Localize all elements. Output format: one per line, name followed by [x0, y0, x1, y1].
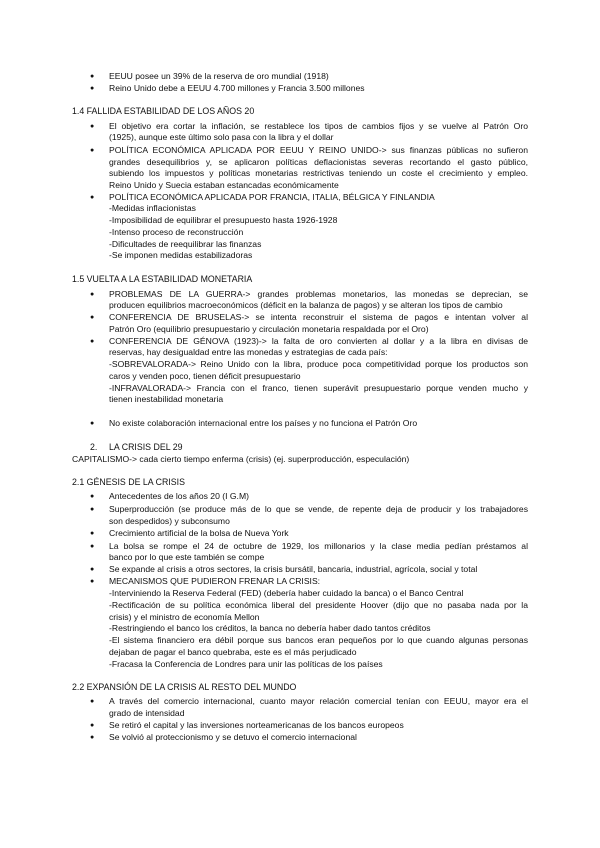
list-item: EEUU posee un 39% de la reserva de oro mundial (1918)	[109, 71, 329, 81]
bullet: ●	[90, 506, 95, 513]
bullet: ●	[90, 420, 95, 427]
bullet: ●	[90, 314, 95, 321]
bullet: ●	[90, 698, 95, 705]
bullet: ●	[90, 291, 95, 298]
list-item: Se expande al crisis a otros sectores, la crisis bursátil, bancaria, industrial, agrícola, social y total	[109, 564, 478, 574]
list-item-cont: subiendo los impuestos y políticas monetarias restrictivas teniendo un coste el crecimiento y empleo.	[109, 168, 528, 178]
bullet: ●	[90, 85, 95, 92]
list-item: A través del comercio internacional, cuanto mayor relación comercial tenían con EEUU, mayor era el	[109, 696, 528, 706]
list-item-cont: -Dificultades de reequilibrar las finanzas	[109, 239, 262, 249]
list-item: CONFERENCIA DE GÉNOVA (1923)-> la falta de oro convierten al dollar y a la libra en divisas de	[109, 336, 528, 346]
list-item-cont: producen equilibrios macroeconómicos (déficit en la balanza de pagos) y se alteran los tipos de cambio	[109, 300, 503, 310]
list-item-cont: -Rectificación de su política económica liberal del presidente Hoover (dijo que no pasaba nada por la	[109, 600, 528, 610]
section-number-2: 2.	[90, 442, 98, 452]
section-heading-2-1: 2.1 GÉNESIS DE LA CRISIS	[72, 477, 185, 487]
list-item-cont: -Restringiendo el banco los créditos, la banca no debería haber dado tantos créditos	[109, 623, 431, 633]
bullet: ●	[90, 530, 95, 537]
section-heading-2-2: 2.2 EXPANSIÓN DE LA CRISIS AL RESTO DEL MUNDO	[72, 682, 297, 692]
list-item-cont: banco por lo que este también se compe	[109, 552, 265, 562]
list-item: Se retiró el capital y las inversiones norteamericanas de los bancos europeos	[109, 720, 404, 730]
list-item-cont: -Intenso proceso de reconstrucción	[109, 227, 244, 237]
list-item-cont: son despedidos) y subconsumo	[109, 516, 230, 526]
list-item-cont: Patrón Oro (equilibrio presupuestario y circulación monetaria respaldada por el Oro)	[109, 324, 429, 334]
list-item-cont: caros y venden poco, tienen déficit presupuestario	[109, 371, 301, 381]
list-item: Crecimiento artificial de la bolsa de Nueva York	[109, 528, 289, 538]
list-item: PROBLEMAS DE LA GUERRA-> grandes problemas monetarios, las monedas se deprecian, se	[109, 289, 528, 299]
list-item-cont: -SOBREVALORADA-> Reino Unido con la libra, produce poca competitividad porque los productos son	[109, 359, 528, 369]
list-item: Superproducción (se produce más de lo que se vende, de repente deja de producir y los trabajadores	[109, 504, 528, 514]
list-item-cont: -Imposibilidad de equilibrar el presupuesto hasta 1926-1928	[109, 215, 338, 225]
bullet: ●	[90, 722, 95, 729]
list-item: POLÍTICA ECONÓMICA APLICADA POR EEUU Y REINO UNIDO-> sus finanzas públicas no sufieron	[109, 145, 528, 155]
bullet: ●	[90, 578, 95, 585]
list-item-cont: -El sistema financiero era débil porque sus bancos eran pequeños por lo que cuando algunas personas	[109, 635, 528, 645]
list-item: No existe colaboración internacional entre los países y no funciona el Patrón Oro	[109, 418, 418, 428]
bullet: ●	[90, 73, 95, 80]
list-item: Se volvió al proteccionismo y se detuvo el comercio internacional	[109, 732, 357, 742]
bullet: ●	[90, 147, 95, 154]
list-item-cont: tienen inestabilidad monetaria	[109, 394, 224, 404]
paragraph: CAPITALISMO-> cada cierto tiempo enferma (crisis) (ej. superproducción, especulación)	[72, 454, 410, 464]
list-item-cont: grado de intensidad	[109, 708, 185, 718]
list-item: La bolsa se rompe el 24 de octubre de 1929, los millonarios y la clase media pedían préstamos al	[109, 541, 528, 551]
list-item-cont: crisis) y el ministro de economía Mellon	[109, 612, 260, 622]
list-item: Antecedentes de los años 20 (I G.M)	[109, 491, 249, 501]
bullet: ●	[90, 734, 95, 741]
list-item-cont: dejaban de pagar el banco quebraba, este es el más perjudicado	[109, 647, 357, 657]
list-item-cont: -Medidas inflacionistas	[109, 203, 196, 213]
section-heading-1-5: 1.5 VUELTA A LA ESTABILIDAD MONETARIA	[72, 274, 253, 284]
list-item-cont: -Se imponen medidas estabilizadoras	[109, 250, 253, 260]
bullet: ●	[90, 566, 95, 573]
list-item: CONFERENCIA DE BRUSELAS-> se intenta reconstruir el sistema de pagos e intentan volver al	[109, 312, 528, 322]
list-item: MECANISMOS QUE PUDIERON FRENAR LA CRISIS:	[109, 576, 321, 586]
list-item-cont: -Interviniendo la Reserva Federal (FED) (debería haber cuidado la banca) o el Banco Central	[109, 588, 464, 598]
section-heading-1-4: 1.4 FALLIDA ESTABILIDAD DE LOS AÑOS 20	[72, 106, 255, 116]
list-item: POLÍTICA ECONÓMICA APLICADA POR FRANCIA, ITALIA, BÉLGICA Y FINLANDIA	[109, 192, 435, 202]
list-item-cont: (1925), aunque este último solo pasa con la libra y el dollar	[109, 132, 334, 142]
list-item-cont: -INFRAVALORADA-> Francia con el franco, tienen superávit presupuestario porque venden mucho y	[109, 383, 528, 393]
list-item-cont: reservas, hay desigualdad entre las monedas y estrategias de cada país:	[109, 347, 388, 357]
bullet: ●	[90, 543, 95, 550]
bullet: ●	[90, 493, 95, 500]
list-item-cont: grandes desequilibrios y, se aplicaron políticas deflacionistas severas recortando el gasto público,	[109, 157, 528, 167]
list-item-cont: Reino Unido y Suecia estaban estancadas económicamente	[109, 180, 339, 190]
bullet: ●	[90, 123, 95, 130]
bullet: ●	[90, 338, 95, 345]
list-item: El objetivo era cortar la inflación, se restablece los tipos de cambios fijos y se vuelve al Patrón Oro	[109, 121, 528, 131]
list-item-cont: -Fracasa la Conferencia de Londres para unir las políticas de los países	[109, 659, 383, 669]
bullet: ●	[90, 194, 95, 201]
section-heading-2: LA CRISIS DEL 29	[109, 442, 183, 452]
list-item: Reino Unido debe a EEUU 4.700 millones y Francia 3.500 millones	[109, 83, 365, 93]
